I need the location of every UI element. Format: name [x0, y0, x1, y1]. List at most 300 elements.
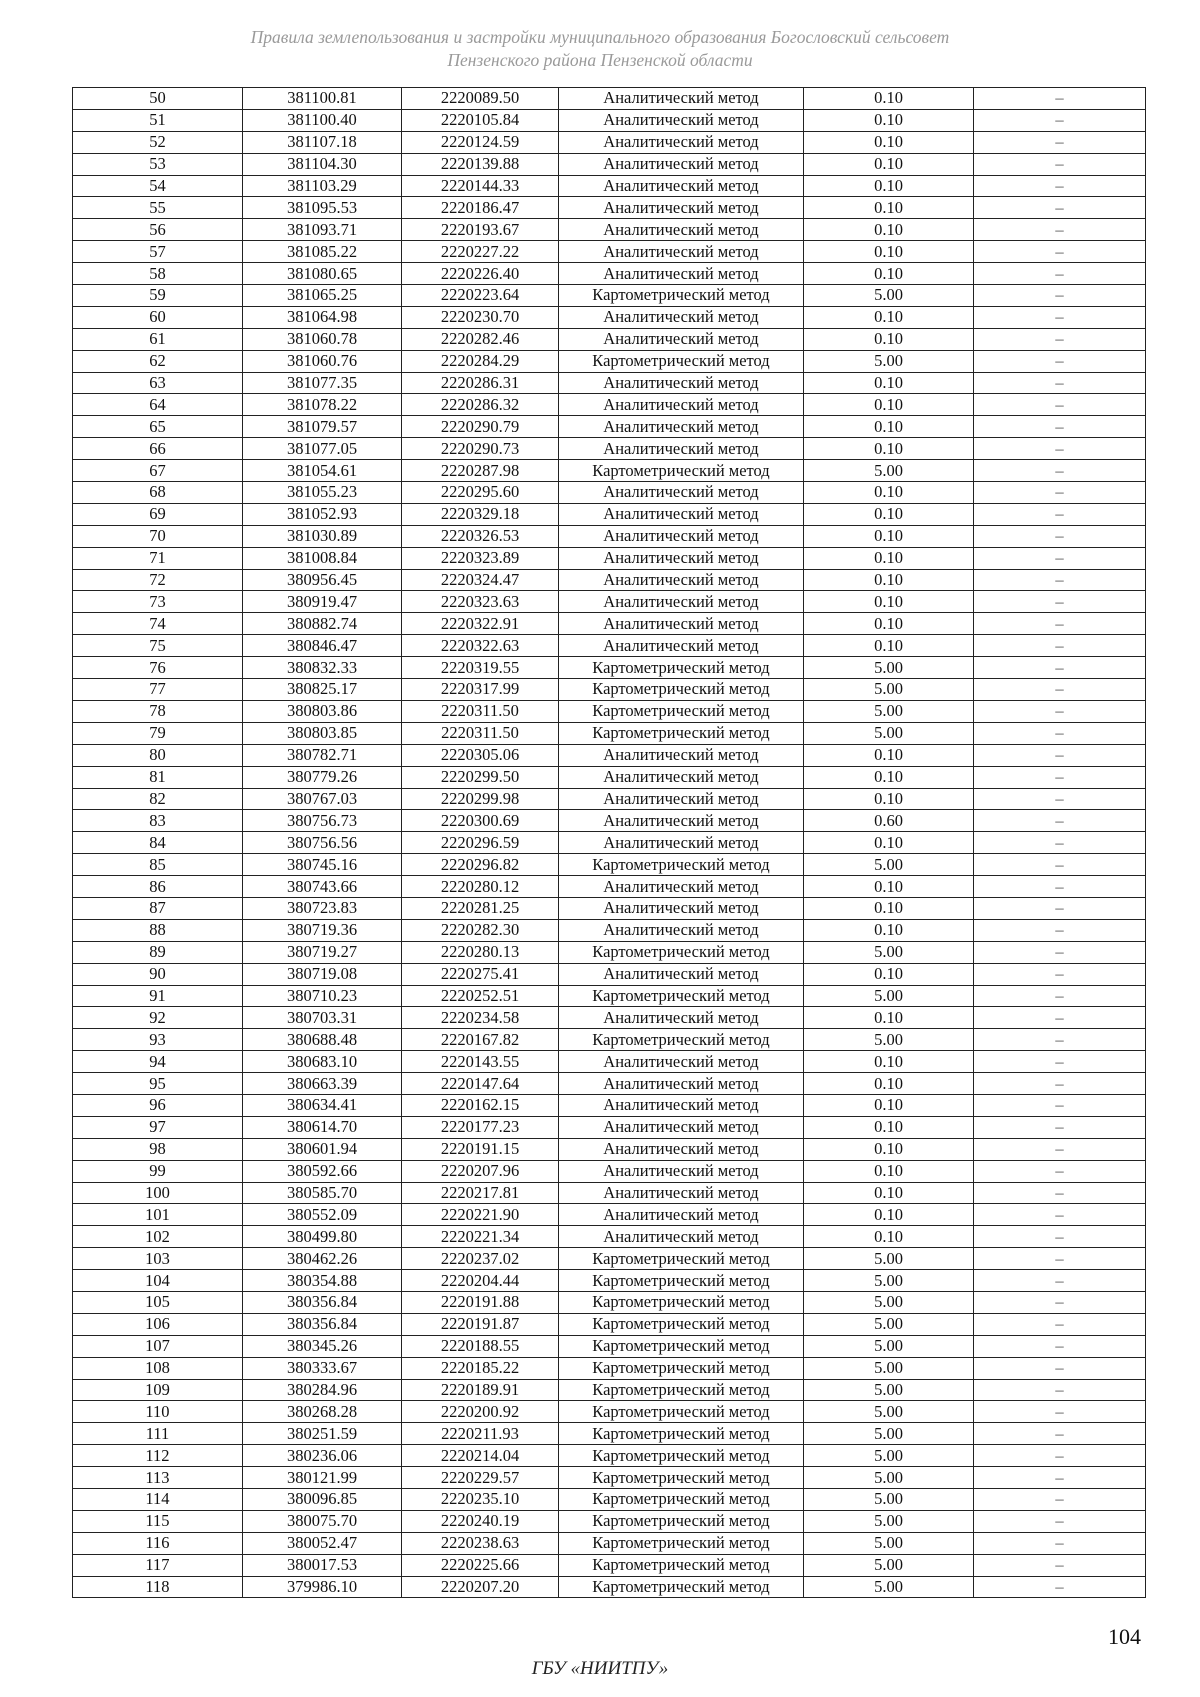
table-row — [73, 153, 1146, 175]
table-row — [73, 1445, 1146, 1467]
y-coordinate-cell: 2220311.50 — [402, 722, 559, 744]
method-cell: Аналитический метод — [559, 394, 804, 416]
y-coordinate-cell: 2220188.55 — [402, 1335, 559, 1357]
accuracy-cell: 0.10 — [804, 1226, 974, 1248]
method-cell: Аналитический метод — [559, 1204, 804, 1226]
x-coordinate-cell: 380756.73 — [243, 810, 402, 832]
point-number-cell: 96 — [73, 1094, 243, 1116]
description-cell: – — [974, 897, 1146, 919]
accuracy-cell: 5.00 — [804, 1423, 974, 1445]
description-cell: – — [974, 1007, 1146, 1029]
method-cell: Аналитический метод — [559, 547, 804, 569]
description-cell: – — [974, 854, 1146, 876]
description-cell: – — [974, 131, 1146, 153]
accuracy-cell: 5.00 — [804, 1576, 974, 1598]
table-row — [73, 810, 1146, 832]
x-coordinate-cell: 380614.70 — [243, 1116, 402, 1138]
table-row — [73, 985, 1146, 1007]
description-cell: – — [974, 1379, 1146, 1401]
table-row — [73, 328, 1146, 350]
accuracy-cell: 5.00 — [804, 460, 974, 482]
y-coordinate-cell: 2220217.81 — [402, 1182, 559, 1204]
method-cell: Аналитический метод — [559, 1138, 804, 1160]
method-cell: Аналитический метод — [559, 109, 804, 131]
x-coordinate-cell: 381079.57 — [243, 416, 402, 438]
method-cell: Аналитический метод — [559, 263, 804, 285]
y-coordinate-cell: 2220234.58 — [402, 1007, 559, 1029]
point-number-cell: 57 — [73, 241, 243, 263]
accuracy-cell: 0.10 — [804, 547, 974, 569]
y-coordinate-cell: 2220329.18 — [402, 503, 559, 525]
method-cell: Картометрический метод — [559, 1467, 804, 1489]
method-cell: Аналитический метод — [559, 525, 804, 547]
description-cell: – — [974, 1029, 1146, 1051]
y-coordinate-cell: 2220207.20 — [402, 1576, 559, 1598]
method-cell: Картометрический метод — [559, 854, 804, 876]
coordinates-table — [72, 87, 1146, 1598]
y-coordinate-cell: 2220284.29 — [402, 350, 559, 372]
accuracy-cell: 5.00 — [804, 700, 974, 722]
y-coordinate-cell: 2220221.34 — [402, 1226, 559, 1248]
table-row — [73, 744, 1146, 766]
method-cell: Картометрический метод — [559, 1554, 804, 1576]
x-coordinate-cell: 380832.33 — [243, 657, 402, 679]
table-row — [73, 657, 1146, 679]
point-number-cell: 69 — [73, 503, 243, 525]
x-coordinate-cell: 380719.08 — [243, 963, 402, 985]
point-number-cell: 83 — [73, 810, 243, 832]
description-cell: – — [974, 219, 1146, 241]
y-coordinate-cell: 2220317.99 — [402, 679, 559, 701]
point-number-cell: 93 — [73, 1029, 243, 1051]
x-coordinate-cell: 380663.39 — [243, 1073, 402, 1095]
y-coordinate-cell: 2220299.98 — [402, 788, 559, 810]
x-coordinate-cell: 380356.84 — [243, 1291, 402, 1313]
point-number-cell: 77 — [73, 679, 243, 701]
table-row — [73, 460, 1146, 482]
y-coordinate-cell: 2220167.82 — [402, 1029, 559, 1051]
description-cell: – — [974, 722, 1146, 744]
y-coordinate-cell: 2220162.15 — [402, 1094, 559, 1116]
description-cell: – — [974, 788, 1146, 810]
point-number-cell: 88 — [73, 919, 243, 941]
y-coordinate-cell: 2220200.92 — [402, 1401, 559, 1423]
y-coordinate-cell: 2220295.60 — [402, 482, 559, 504]
point-number-cell: 50 — [73, 88, 243, 110]
x-coordinate-cell: 380592.66 — [243, 1160, 402, 1182]
description-cell: – — [974, 744, 1146, 766]
point-number-cell: 107 — [73, 1335, 243, 1357]
point-number-cell: 84 — [73, 832, 243, 854]
method-cell: Картометрический метод — [559, 1270, 804, 1292]
point-number-cell: 114 — [73, 1489, 243, 1511]
x-coordinate-cell: 380703.31 — [243, 1007, 402, 1029]
x-coordinate-cell: 381080.65 — [243, 263, 402, 285]
description-cell: – — [974, 1138, 1146, 1160]
y-coordinate-cell: 2220281.25 — [402, 897, 559, 919]
y-coordinate-cell: 2220089.50 — [402, 88, 559, 110]
table-row — [73, 416, 1146, 438]
description-cell: – — [974, 460, 1146, 482]
y-coordinate-cell: 2220240.19 — [402, 1510, 559, 1532]
y-coordinate-cell: 2220290.79 — [402, 416, 559, 438]
description-cell: – — [974, 963, 1146, 985]
method-cell: Аналитический метод — [559, 88, 804, 110]
accuracy-cell: 5.00 — [804, 985, 974, 1007]
point-number-cell: 56 — [73, 219, 243, 241]
x-coordinate-cell: 381095.53 — [243, 197, 402, 219]
y-coordinate-cell: 2220191.15 — [402, 1138, 559, 1160]
x-coordinate-cell: 380956.45 — [243, 569, 402, 591]
description-cell: – — [974, 503, 1146, 525]
point-number-cell: 97 — [73, 1116, 243, 1138]
table-row — [73, 1029, 1146, 1051]
accuracy-cell: 0.10 — [804, 788, 974, 810]
method-cell: Аналитический метод — [559, 306, 804, 328]
accuracy-cell: 5.00 — [804, 1335, 974, 1357]
accuracy-cell: 0.10 — [804, 1094, 974, 1116]
accuracy-cell: 0.10 — [804, 1116, 974, 1138]
method-cell: Аналитический метод — [559, 482, 804, 504]
page-footer: ГБУ «НИИТПУ» — [531, 1658, 669, 1679]
method-cell: Картометрический метод — [559, 285, 804, 307]
y-coordinate-cell: 2220322.91 — [402, 613, 559, 635]
table-row — [73, 591, 1146, 613]
description-cell: – — [974, 1532, 1146, 1554]
description-cell: – — [974, 1510, 1146, 1532]
table-row — [73, 285, 1146, 307]
y-coordinate-cell: 2220214.04 — [402, 1445, 559, 1467]
point-number-cell: 106 — [73, 1313, 243, 1335]
table-row — [73, 1576, 1146, 1598]
method-cell: Аналитический метод — [559, 438, 804, 460]
y-coordinate-cell: 2220299.50 — [402, 766, 559, 788]
table-row — [73, 1313, 1146, 1335]
table-row — [73, 109, 1146, 131]
x-coordinate-cell: 381077.35 — [243, 372, 402, 394]
y-coordinate-cell: 2220324.47 — [402, 569, 559, 591]
table-row — [73, 700, 1146, 722]
description-cell: – — [974, 175, 1146, 197]
page-number: 104 — [1108, 1624, 1141, 1649]
method-cell: Картометрический метод — [559, 1401, 804, 1423]
accuracy-cell: 0.10 — [804, 897, 974, 919]
x-coordinate-cell: 381030.89 — [243, 525, 402, 547]
accuracy-cell: 0.10 — [804, 503, 974, 525]
accuracy-cell: 5.00 — [804, 350, 974, 372]
x-coordinate-cell: 380825.17 — [243, 679, 402, 701]
table-row — [73, 241, 1146, 263]
description-cell: – — [974, 766, 1146, 788]
y-coordinate-cell: 2220227.22 — [402, 241, 559, 263]
y-coordinate-cell: 2220280.12 — [402, 876, 559, 898]
table-row — [73, 131, 1146, 153]
x-coordinate-cell: 380882.74 — [243, 613, 402, 635]
accuracy-cell: 5.00 — [804, 1291, 974, 1313]
table-row — [73, 1116, 1146, 1138]
table-row — [73, 1467, 1146, 1489]
x-coordinate-cell: 380688.48 — [243, 1029, 402, 1051]
table-row — [73, 832, 1146, 854]
description-cell: – — [974, 438, 1146, 460]
description-cell: – — [974, 285, 1146, 307]
x-coordinate-cell: 381100.40 — [243, 109, 402, 131]
accuracy-cell: 0.10 — [804, 241, 974, 263]
point-number-cell: 112 — [73, 1445, 243, 1467]
description-cell: – — [974, 1248, 1146, 1270]
description-cell: – — [974, 1313, 1146, 1335]
y-coordinate-cell: 2220290.73 — [402, 438, 559, 460]
y-coordinate-cell: 2220311.50 — [402, 700, 559, 722]
point-number-cell: 62 — [73, 350, 243, 372]
method-cell: Аналитический метод — [559, 503, 804, 525]
point-number-cell: 117 — [73, 1554, 243, 1576]
description-cell: – — [974, 525, 1146, 547]
accuracy-cell: 0.10 — [804, 1138, 974, 1160]
table-row — [73, 1138, 1146, 1160]
description-cell: – — [974, 263, 1146, 285]
table-row — [73, 1554, 1146, 1576]
x-coordinate-cell: 380782.71 — [243, 744, 402, 766]
x-coordinate-cell: 381054.61 — [243, 460, 402, 482]
point-number-cell: 65 — [73, 416, 243, 438]
description-cell: – — [974, 350, 1146, 372]
accuracy-cell: 0.10 — [804, 175, 974, 197]
table-row — [73, 635, 1146, 657]
method-cell: Аналитический метод — [559, 613, 804, 635]
table-row — [73, 547, 1146, 569]
description-cell: – — [974, 613, 1146, 635]
method-cell: Картометрический метод — [559, 679, 804, 701]
point-number-cell: 68 — [73, 482, 243, 504]
x-coordinate-cell: 380121.99 — [243, 1467, 402, 1489]
accuracy-cell: 0.10 — [804, 416, 974, 438]
method-cell: Картометрический метод — [559, 1248, 804, 1270]
description-cell: – — [974, 657, 1146, 679]
table-row — [73, 897, 1146, 919]
table-row — [73, 722, 1146, 744]
description-cell: – — [974, 1357, 1146, 1379]
table-row — [73, 1226, 1146, 1248]
x-coordinate-cell: 380919.47 — [243, 591, 402, 613]
x-coordinate-cell: 381055.23 — [243, 482, 402, 504]
description-cell: – — [974, 1467, 1146, 1489]
description-cell: – — [974, 547, 1146, 569]
description-cell: – — [974, 1576, 1146, 1598]
method-cell: Картометрический метод — [559, 460, 804, 482]
x-coordinate-cell: 380284.96 — [243, 1379, 402, 1401]
header-title-line-2: Пензенского района Пензенской области — [447, 50, 753, 70]
x-coordinate-cell: 380710.23 — [243, 985, 402, 1007]
description-cell: – — [974, 1554, 1146, 1576]
y-coordinate-cell: 2220147.64 — [402, 1073, 559, 1095]
x-coordinate-cell: 380251.59 — [243, 1423, 402, 1445]
description-cell: – — [974, 482, 1146, 504]
x-coordinate-cell: 380268.28 — [243, 1401, 402, 1423]
x-coordinate-cell: 380756.56 — [243, 832, 402, 854]
table-row — [73, 613, 1146, 635]
accuracy-cell: 5.00 — [804, 1532, 974, 1554]
description-cell: – — [974, 941, 1146, 963]
method-cell: Аналитический метод — [559, 328, 804, 350]
table-row — [73, 525, 1146, 547]
accuracy-cell: 0.10 — [804, 613, 974, 635]
table-row — [73, 1423, 1146, 1445]
accuracy-cell: 0.10 — [804, 197, 974, 219]
table-row — [73, 1248, 1146, 1270]
accuracy-cell: 5.00 — [804, 1467, 974, 1489]
x-coordinate-cell: 381103.29 — [243, 175, 402, 197]
accuracy-cell: 0.10 — [804, 438, 974, 460]
accuracy-cell: 0.10 — [804, 482, 974, 504]
table-row — [73, 350, 1146, 372]
method-cell: Картометрический метод — [559, 657, 804, 679]
method-cell: Картометрический метод — [559, 1532, 804, 1554]
coordinates-table-body — [73, 88, 1146, 1598]
y-coordinate-cell: 2220326.53 — [402, 525, 559, 547]
y-coordinate-cell: 2220189.91 — [402, 1379, 559, 1401]
point-number-cell: 105 — [73, 1291, 243, 1313]
description-cell: – — [974, 416, 1146, 438]
table-row — [73, 88, 1146, 110]
y-coordinate-cell: 2220207.96 — [402, 1160, 559, 1182]
method-cell: Аналитический метод — [559, 1073, 804, 1095]
point-number-cell: 76 — [73, 657, 243, 679]
method-cell: Аналитический метод — [559, 635, 804, 657]
point-number-cell: 110 — [73, 1401, 243, 1423]
accuracy-cell: 0.10 — [804, 525, 974, 547]
page-header — [0, 26, 1200, 72]
header-title-line-1: Правила землепользования и застройки муниципального образования Богословский сельсовет — [250, 27, 950, 47]
description-cell: – — [974, 1073, 1146, 1095]
description-cell: – — [974, 1182, 1146, 1204]
accuracy-cell: 0.10 — [804, 1073, 974, 1095]
table-row — [73, 372, 1146, 394]
point-number-cell: 79 — [73, 722, 243, 744]
x-coordinate-cell: 380803.85 — [243, 722, 402, 744]
x-coordinate-cell: 380634.41 — [243, 1094, 402, 1116]
x-coordinate-cell: 380585.70 — [243, 1182, 402, 1204]
description-cell: – — [974, 569, 1146, 591]
point-number-cell: 92 — [73, 1007, 243, 1029]
table-row — [73, 569, 1146, 591]
method-cell: Аналитический метод — [559, 963, 804, 985]
description-cell: – — [974, 1160, 1146, 1182]
description-cell: – — [974, 1291, 1146, 1313]
description-cell: – — [974, 1270, 1146, 1292]
y-coordinate-cell: 2220204.44 — [402, 1270, 559, 1292]
description-cell: – — [974, 1335, 1146, 1357]
table-row — [73, 876, 1146, 898]
description-cell: – — [974, 876, 1146, 898]
y-coordinate-cell: 2220287.98 — [402, 460, 559, 482]
method-cell: Картометрический метод — [559, 1379, 804, 1401]
x-coordinate-cell: 380499.80 — [243, 1226, 402, 1248]
x-coordinate-cell: 380803.86 — [243, 700, 402, 722]
point-number-cell: 53 — [73, 153, 243, 175]
method-cell: Картометрический метод — [559, 1423, 804, 1445]
method-cell: Аналитический метод — [559, 153, 804, 175]
table-row — [73, 438, 1146, 460]
table-row — [73, 1510, 1146, 1532]
y-coordinate-cell: 2220185.22 — [402, 1357, 559, 1379]
accuracy-cell: 5.00 — [804, 722, 974, 744]
method-cell: Картометрический метод — [559, 1291, 804, 1313]
description-cell: – — [974, 1445, 1146, 1467]
description-cell: – — [974, 1204, 1146, 1226]
point-number-cell: 58 — [73, 263, 243, 285]
method-cell: Аналитический метод — [559, 832, 804, 854]
point-number-cell: 104 — [73, 1270, 243, 1292]
y-coordinate-cell: 2220296.59 — [402, 832, 559, 854]
point-number-cell: 52 — [73, 131, 243, 153]
point-number-cell: 72 — [73, 569, 243, 591]
x-coordinate-cell: 380723.83 — [243, 897, 402, 919]
y-coordinate-cell: 2220252.51 — [402, 985, 559, 1007]
x-coordinate-cell: 380552.09 — [243, 1204, 402, 1226]
method-cell: Аналитический метод — [559, 197, 804, 219]
x-coordinate-cell: 380779.26 — [243, 766, 402, 788]
description-cell: – — [974, 328, 1146, 350]
description-cell: – — [974, 985, 1146, 1007]
x-coordinate-cell: 380767.03 — [243, 788, 402, 810]
method-cell: Картометрический метод — [559, 1510, 804, 1532]
accuracy-cell: 5.00 — [804, 1029, 974, 1051]
accuracy-cell: 0.10 — [804, 328, 974, 350]
accuracy-cell: 0.60 — [804, 810, 974, 832]
accuracy-cell: 5.00 — [804, 1554, 974, 1576]
y-coordinate-cell: 2220280.13 — [402, 941, 559, 963]
method-cell: Аналитический метод — [559, 372, 804, 394]
method-cell: Аналитический метод — [559, 219, 804, 241]
point-number-cell: 70 — [73, 525, 243, 547]
point-number-cell: 113 — [73, 1467, 243, 1489]
x-coordinate-cell: 380743.66 — [243, 876, 402, 898]
point-number-cell: 67 — [73, 460, 243, 482]
table-row — [73, 1007, 1146, 1029]
x-coordinate-cell: 380017.53 — [243, 1554, 402, 1576]
table-row — [73, 941, 1146, 963]
x-coordinate-cell: 381100.81 — [243, 88, 402, 110]
point-number-cell: 103 — [73, 1248, 243, 1270]
table-row — [73, 263, 1146, 285]
accuracy-cell: 0.10 — [804, 394, 974, 416]
y-coordinate-cell: 2220322.63 — [402, 635, 559, 657]
method-cell: Аналитический метод — [559, 876, 804, 898]
accuracy-cell: 0.10 — [804, 109, 974, 131]
table-row — [73, 1270, 1146, 1292]
table-row — [73, 1335, 1146, 1357]
accuracy-cell: 5.00 — [804, 1357, 974, 1379]
description-cell: – — [974, 394, 1146, 416]
point-number-cell: 63 — [73, 372, 243, 394]
table-row — [73, 1073, 1146, 1095]
description-cell: – — [974, 306, 1146, 328]
description-cell: – — [974, 700, 1146, 722]
method-cell: Аналитический метод — [559, 1182, 804, 1204]
table-row — [73, 854, 1146, 876]
description-cell: – — [974, 1489, 1146, 1511]
y-coordinate-cell: 2220211.93 — [402, 1423, 559, 1445]
description-cell: – — [974, 372, 1146, 394]
table-row — [73, 679, 1146, 701]
table-row — [73, 197, 1146, 219]
y-coordinate-cell: 2220105.84 — [402, 109, 559, 131]
method-cell: Аналитический метод — [559, 919, 804, 941]
x-coordinate-cell: 381107.18 — [243, 131, 402, 153]
accuracy-cell: 0.10 — [804, 832, 974, 854]
point-number-cell: 73 — [73, 591, 243, 613]
